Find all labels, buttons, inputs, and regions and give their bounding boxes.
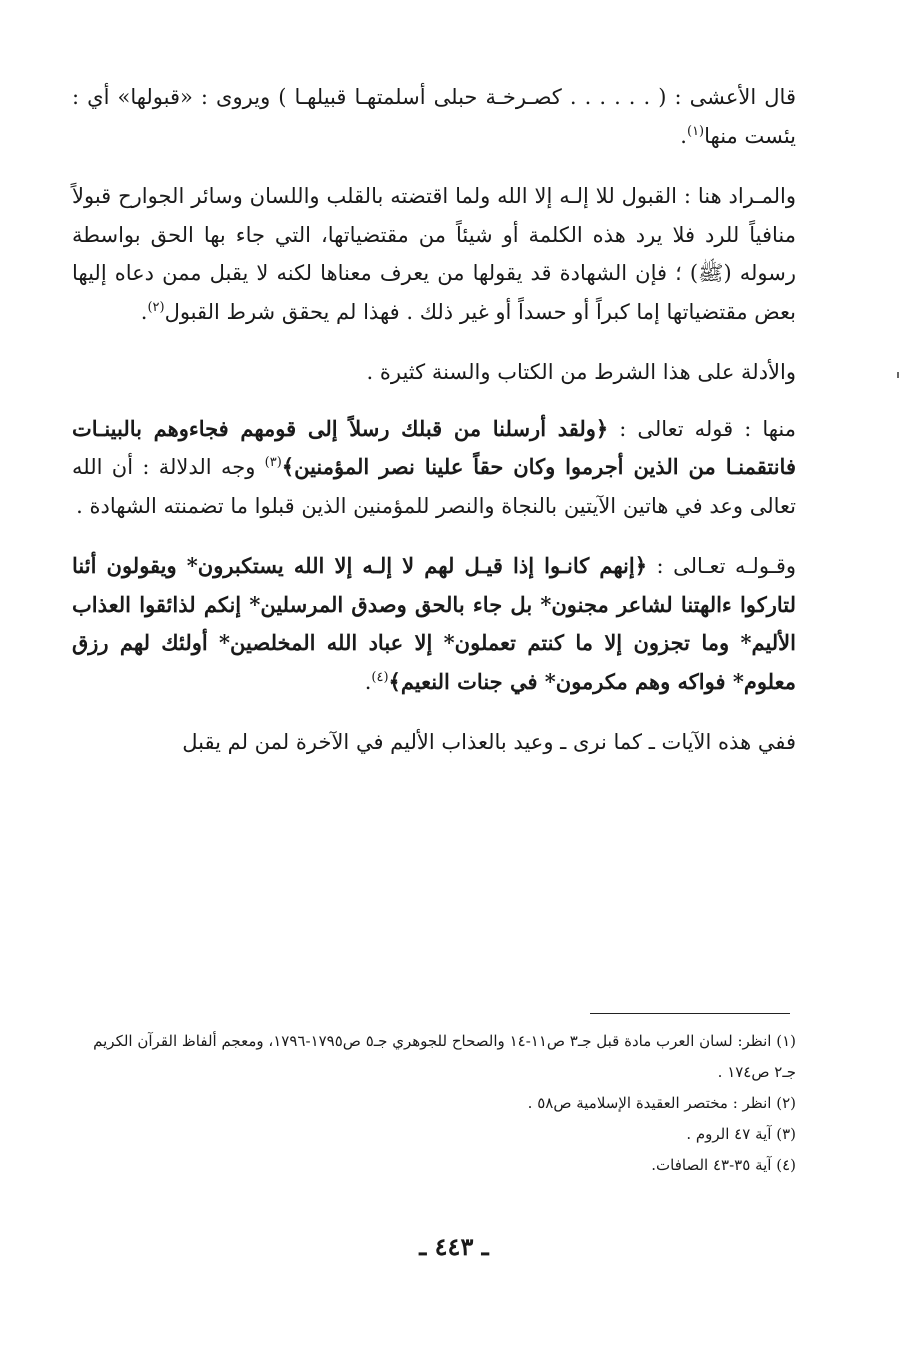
paragraph-text: ففي هذه الآيات ـ كما نرى ـ وعيد بالعذاب الأليم في الآخرة لمن لم يقبل: [182, 730, 796, 754]
paragraph-4: [72, 410, 796, 526]
paragraph-text: قال الأعشى : ( . . . . . . كصـرخـة حبلى أسلمتهـا قبيلهـا ) ويروى : «قبولها» أي : يئست منها: [72, 85, 796, 148]
scan-mark: [897, 372, 899, 378]
paragraph-3: [72, 353, 796, 392]
paragraph-1: [72, 78, 796, 155]
footnote-ref: (٣): [264, 455, 282, 470]
footnote-ref: (٢): [147, 299, 165, 315]
paragraph-2: [72, 177, 796, 331]
paragraph-text: والأدلة على هذا الشرط من الكتاب والسنة كثيرة .: [366, 360, 796, 384]
main-text: [72, 78, 796, 784]
quran-verse: ﴿إنهم كانـوا إذا قيـل لهم لا إلـه إلا الله يستكبرون* ويقولون أئنا لتاركوا ءالهتنا لشاعر مجنون* بل جاء بالحق وصدق المرسلين* إنكم لذائقوا العذاب الأليم* وما تجزون إلا ما كنتم تعملون* إلا عباد الله المخلصين* أولئك لهم رزق معلوم* فواكه وهم مكرمون* في جنات النعيم﴾: [72, 553, 796, 694]
page-number: ـ ٤٤٣ ـ: [419, 1232, 489, 1261]
footnote-3: (٣) آية ٤٧ الروم .: [686, 1125, 796, 1143]
paragraph-6: [72, 723, 796, 762]
paragraph-intro: منها : قوله تعالى :: [608, 416, 797, 441]
footnote-2: (٢) انظر : مختصر العقيدة الإسلامية ص٥٨ .: [527, 1094, 796, 1112]
footnote-4: (٤) آية ٣٥-٤٣ الصافات.: [651, 1156, 796, 1174]
footnote-ref: (٤): [371, 669, 389, 685]
paragraph-end: .: [140, 299, 148, 324]
paragraph-5: [72, 547, 796, 701]
footnote-1: (١) انظر: لسان العرب مادة قبل جـ٣ ص١١-١٤ والصحاح للجوهري جـ٥ ص١٧٩٥-١٧٩٦، ومعجم ألفاظ القرآن الكريم جـ٢ ص١٧٤ .: [93, 1032, 796, 1081]
paragraph-text: وجه الدلالة : أن الله تعالى وعد في هاتين الآيتين بالنجاة والنصر للمؤمنين الذين قبلوا ما تضمنته الشهادة .: [72, 455, 796, 518]
paragraph-intro: وقـولـه تعـالى :: [647, 554, 796, 578]
paragraph-text: والمـراد هنا : القبول للا إلـه إلا الله ولما اقتضته بالقلب واللسان وسائر الجوارح قبولاً منافياً للرد فلا يرد هذه الكلمة أو شيئاً من مقتضياتها، التي جاء بها الحق بواسطة رسوله (ﷺ) ؛ فإن الشهادة قد يقولها من يعرف معناها لكنه لا يقبل ممن دعاه إليها بعض مقتضياتها إما كبراً أو حسداً أو غير ذلك . فهذا لم يحقق شرط القبول: [72, 184, 796, 324]
footnotes: [72, 1026, 796, 1181]
paragraph-end: .: [680, 123, 687, 148]
footnote-ref: (١): [686, 123, 705, 139]
quran-verse: ﴿ولقد أرسلنا من قبلك رسلاً إلى قومهم فجاءوهم بالبينـات فانتقمنـا من الذين أجرموا وكان حقاً علينا نصر المؤمنين﴾: [72, 415, 796, 479]
paragraph-end: .: [364, 669, 372, 694]
footnote-divider: [590, 1013, 790, 1014]
